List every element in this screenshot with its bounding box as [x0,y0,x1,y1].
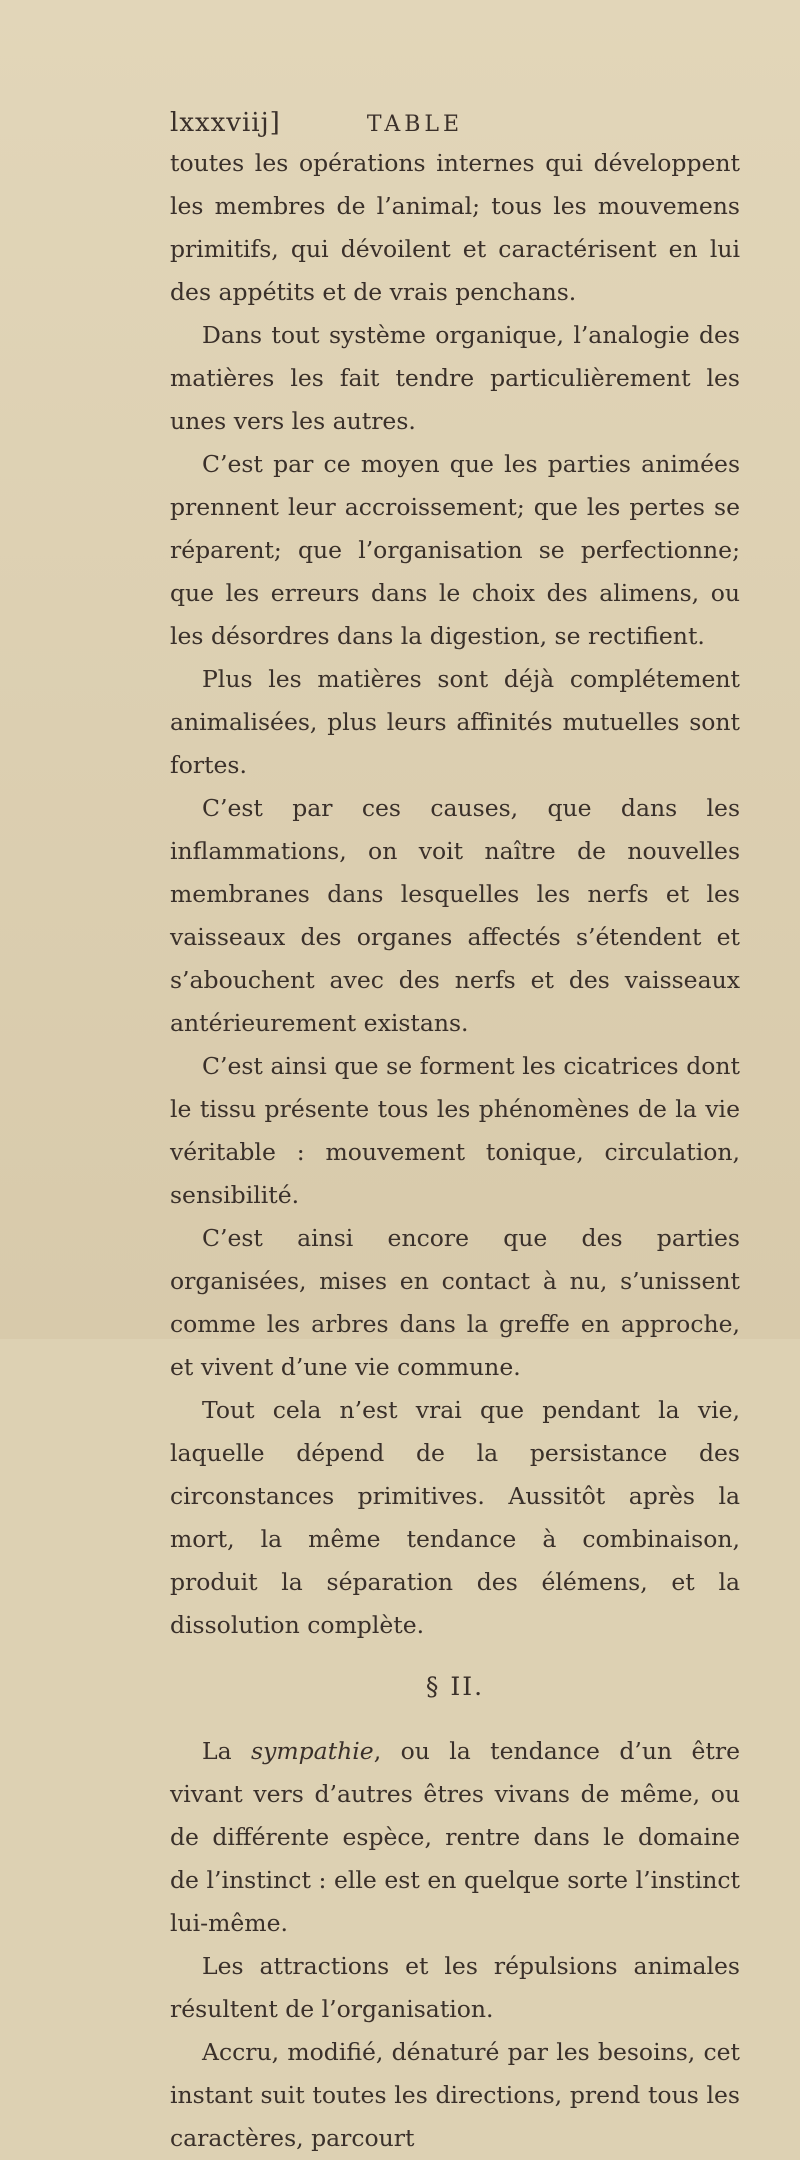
paragraph-text: , ou la tendance d’un être vivant vers d’autres êtres vivans de même, ou de différente espèce, rentre dans le domaine de l’instinct : elle est en quelque sorte l’instinct lui-même. [170,1737,740,1937]
section-heading: § II. [425,1672,485,1701]
paragraph-continuation: toutes les opérations internes qui développent les membres de l’animal; tous les mouvemens primitifs, qui dévoilent et caractérisent en lui des appétits et de vrais penchans. [170,149,740,306]
paragraph [170,1730,740,1945]
paragraph: Plus les matières sont déjà complétement animalisées, plus leurs affinités mutuelles sont fortes. [170,665,740,779]
paragraph: Accru, modifié, dénaturé par les besoins, cet instant suit toutes les directions, prend tous les caractères, parcourt [170,2038,740,2152]
page-number: lxxxviij] [170,108,281,138]
paragraph: C’est ainsi que se forment les cicatrices dont le tissu présente tous les phénomènes de la vie véritable : mouvement tonique, circulation, sensibilité. [170,1052,740,1209]
paragraph-text: La [202,1737,252,1765]
italic-term: sympathie [251,1737,374,1765]
paragraph: C’est par ce moyen que les parties animées prennent leur accroissement; que les pertes se réparent; que l’organisation se perfectionne; que les erreurs dans le choix des alimens, ou les désordres dans la digestion, se rectifient. [170,450,740,650]
paragraph: Tout cela n’est vrai que pendant la vie, laquelle dépend de la persistance des circonstances primitives. Aussitôt après la mort, la même tendance à combinaison, produit la séparation des élémens, et la dissolution complète. [170,1396,740,1639]
paragraph: C’est par ces causes, que dans les inflammations, on voit naître de nouvelles membranes dans lesquelles les nerfs et les vaisseaux des organes affectés s’étendent et s’abouchent avec des nerfs et des vaisseaux antérieurement existans. [170,794,740,1037]
paragraph: Les attractions et les répulsions animales résultent de l’organisation. [170,1952,740,2023]
paragraph: C’est ainsi encore que des parties organisées, mises en contact à nu, s’unissent comme les arbres dans la greffe en approche, et vivent d’une vie commune. [170,1224,740,1381]
paragraph: Dans tout système organique, l’analogie des matières les fait tendre particulièrement les unes vers les autres. [170,321,740,435]
running-head: TABLE [366,112,464,137]
page-body [170,142,740,2160]
